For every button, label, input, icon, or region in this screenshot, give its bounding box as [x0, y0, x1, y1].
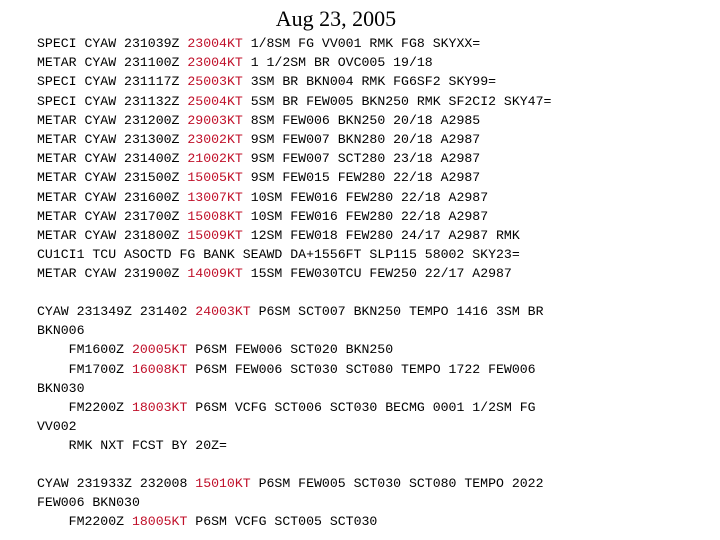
- wind-group: 23002KT: [187, 131, 243, 147]
- report-line: [37, 493, 705, 512]
- report-line: [37, 245, 705, 264]
- report-text: BKN006: [37, 323, 85, 339]
- wind-group: 13007KT: [187, 189, 243, 205]
- wind-group: 25003KT: [187, 74, 243, 90]
- report-line: [37, 340, 705, 359]
- report-line: [37, 360, 705, 379]
- report-text: METAR CYAW 231400Z: [37, 151, 188, 167]
- wind-group: 20005KT: [131, 342, 188, 358]
- wind-group: 18003KT: [131, 399, 188, 415]
- report-text: SPECI CYAW 231132Z: [37, 93, 188, 109]
- report-text: METAR CYAW 231100Z: [37, 55, 188, 71]
- report-text: BKN030: [37, 380, 85, 396]
- report-text: FM2200Z: [37, 514, 132, 530]
- report-text: P6SM FEW006 SCT030 SCT080 TEMPO 1722 FEW006: [187, 361, 536, 377]
- report-text: CYAW 231933Z 232008: [37, 476, 196, 491]
- report-line: [37, 417, 705, 436]
- report-line: [37, 302, 705, 321]
- report-line: [37, 207, 705, 226]
- page-title: Aug 23, 2005: [275, 6, 397, 31]
- wind-group: 15009KT: [187, 227, 243, 243]
- report-line: [37, 379, 705, 398]
- report-text: VV002: [37, 419, 77, 435]
- report-text: P6SM VCFG SCT006 SCT030 BECMG 0001 1/2SM FG: [187, 399, 536, 415]
- report-line: [37, 34, 705, 53]
- report-text: P6SM FEW006 SCT020 BKN250: [187, 342, 394, 358]
- report-text: 12SM FEW018 FEW280 24/17 A2987 RMK: [242, 227, 520, 243]
- metar-observations: [37, 34, 705, 283]
- report-line: [37, 130, 705, 149]
- report-line: [37, 149, 705, 168]
- report-text: METAR CYAW 231700Z: [37, 208, 188, 224]
- wind-group: 29003KT: [187, 112, 243, 128]
- report-text: 3SM BR BKN004 RMK FG6SF2 SKY99=: [242, 74, 497, 90]
- wind-group: 15005KT: [187, 170, 243, 186]
- report-text: 9SM FEW007 SCT280 23/18 A2987: [242, 151, 481, 167]
- report-text: 1/8SM FG VV001 RMK FG8 SKYXX=: [242, 36, 481, 51]
- wind-group: 14009KT: [187, 266, 243, 282]
- report-text: P6SM VCFG SCT005 SCT030: [187, 514, 378, 530]
- report-line: [37, 264, 705, 283]
- report-text: 10SM FEW016 FEW280 22/18 A2987: [242, 189, 489, 205]
- report-text: FM2200Z: [37, 399, 132, 415]
- report-text: SPECI CYAW 231039Z: [37, 36, 188, 51]
- report-line: [37, 398, 705, 417]
- report-line: [37, 512, 705, 531]
- report-text: 5SM BR FEW005 BKN250 RMK SF2CI2 SKY47=: [242, 93, 552, 109]
- report-line: [37, 53, 705, 72]
- report-text: 9SM FEW007 BKN280 20/18 A2987: [242, 131, 481, 147]
- report-line: [37, 321, 705, 340]
- wind-group: 24003KT: [195, 304, 251, 319]
- report-text: P6SM SCT007 BKN250 TEMPO 1416 3SM BR: [250, 304, 544, 319]
- report-line: [37, 226, 705, 245]
- report-text: SPECI CYAW 231117Z: [37, 74, 188, 90]
- report-text: 1 1/2SM BR OVC005 19/18: [242, 55, 433, 71]
- report-text: FM1600Z: [37, 342, 132, 358]
- wind-group: 23004KT: [187, 55, 243, 71]
- wind-group: 15008KT: [187, 208, 243, 224]
- report-text: METAR CYAW 231600Z: [37, 189, 188, 205]
- report-text: FM1700Z: [37, 361, 132, 377]
- report-text: RMK NXT FCST BY 20Z=: [37, 438, 227, 454]
- report-line: [37, 111, 705, 130]
- wind-group: 23004KT: [187, 36, 243, 51]
- taf-forecast-1933z: [37, 474, 705, 532]
- report-text: FEW006 BKN030: [37, 495, 140, 511]
- report-line: [37, 474, 705, 493]
- wind-group: 16008KT: [131, 361, 188, 377]
- wind-group: 18005KT: [131, 514, 188, 530]
- report-text: P6SM FEW005 SCT030 SCT080 TEMPO 2022: [250, 476, 544, 491]
- report-text: METAR CYAW 231300Z: [37, 131, 188, 147]
- report-line: [37, 436, 705, 455]
- report-line: [37, 188, 705, 207]
- report-text: CU1CI1 TCU ASOCTD FG BANK SEAWD DA+1556FT SLP115 58002 SKY23=: [37, 247, 520, 263]
- report-text: METAR CYAW 231900Z: [37, 266, 188, 282]
- report-line: [37, 92, 705, 111]
- report-text: 10SM FEW016 FEW280 22/18 A2987: [242, 208, 489, 224]
- wind-group: 15010KT: [195, 476, 251, 491]
- wind-group: 21002KT: [187, 151, 243, 167]
- report-text: 15SM FEW030TCU FEW250 22/17 A2987: [242, 266, 512, 282]
- report-text: METAR CYAW 231500Z: [37, 170, 188, 186]
- report-text: 8SM FEW006 BKN250 20/18 A2985: [242, 112, 481, 128]
- wind-group: 25004KT: [187, 93, 243, 109]
- report-text: CYAW 231349Z 231402: [37, 304, 196, 319]
- report-text: METAR CYAW 231200Z: [37, 112, 188, 128]
- report-text: 9SM FEW015 FEW280 22/18 A2987: [242, 170, 481, 186]
- report-line: [37, 72, 705, 91]
- report-line: [37, 168, 705, 187]
- taf-forecast-1349z: [37, 302, 705, 456]
- report-text: METAR CYAW 231800Z: [37, 227, 188, 243]
